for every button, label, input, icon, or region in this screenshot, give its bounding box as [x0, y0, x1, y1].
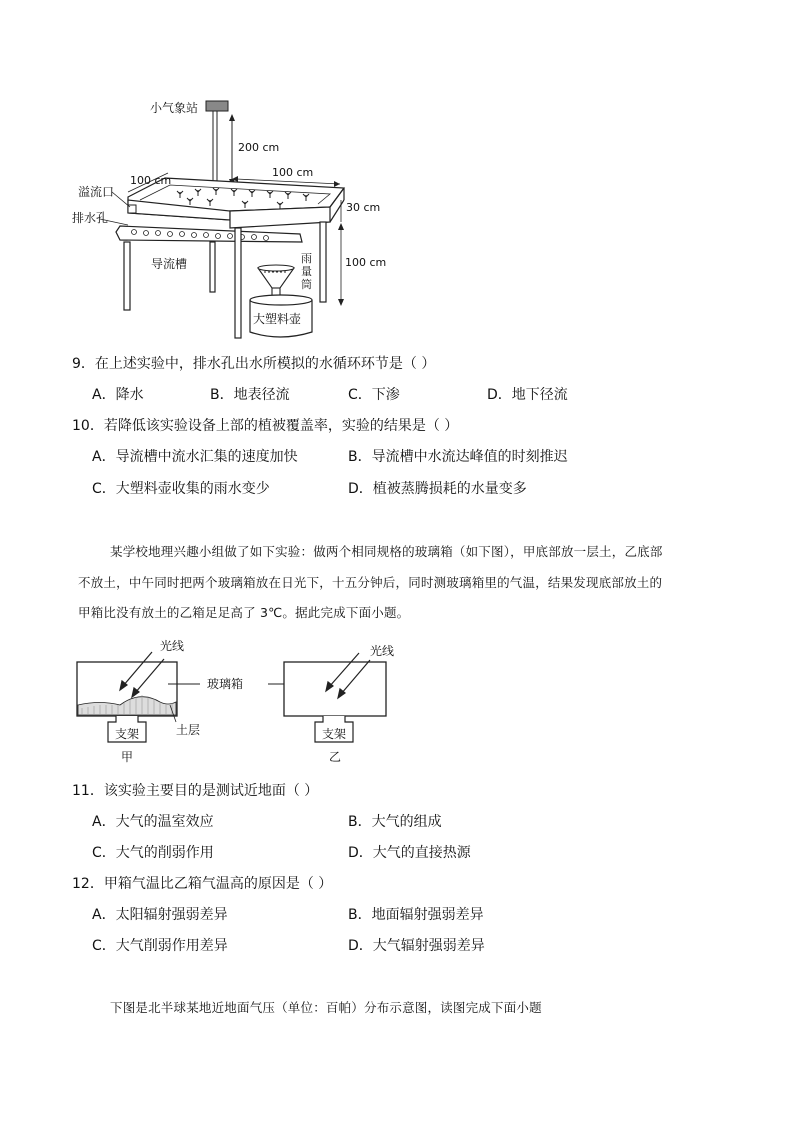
label-jia: 甲 — [121, 750, 134, 764]
figure-runoff-experiment — [70, 95, 400, 345]
q11-option-b[interactable]: B．大气的组成 — [348, 814, 442, 830]
passage2-line-3: 甲箱比没有放土的乙箱足足高了 3℃。据此完成下面小题。 — [78, 605, 410, 620]
light-label-jia: 光线 — [160, 639, 185, 653]
q9-option-a[interactable]: A．降水 — [92, 387, 144, 403]
q12-option-b[interactable]: B．地面辐射强弱差异 — [348, 907, 484, 923]
q12-option-d[interactable]: D．大气辐射强弱差异 — [348, 938, 485, 954]
figure-glass-boxes — [70, 630, 420, 770]
overflow-label: 溢流口 — [78, 185, 115, 199]
q9-stem: 9．在上述实验中，排水孔出水所模拟的水循环环节是（ ） — [72, 356, 436, 372]
box-yi — [284, 662, 386, 716]
q10-stem: 10．若降低该实验设备上部的植被覆盖率，实验的结果是（ ） — [72, 418, 459, 434]
label-yi: 乙 — [329, 750, 342, 764]
q11-stem: 11．该实验主要目的是测试近地面（ ） — [72, 783, 319, 799]
q9-option-d[interactable]: D．地下径流 — [487, 387, 568, 403]
q10-option-c[interactable]: C．大塑料壶收集的雨水变少 — [92, 481, 270, 497]
q10-option-b[interactable]: B．导流槽中水流达峰值的时刻推迟 — [348, 449, 568, 465]
q9-option-b[interactable]: B．地表径流 — [210, 387, 290, 403]
stand-label-jia: 支架 — [115, 727, 140, 741]
dim-30: 30 cm — [346, 201, 381, 214]
dim-100-height: 100 cm — [345, 256, 387, 269]
q11-option-c[interactable]: C．大气的削弱作用 — [92, 845, 214, 861]
stand-label-yi: 支架 — [322, 727, 347, 741]
weather-station-box — [206, 101, 228, 111]
q12-option-c[interactable]: C．大气削弱作用差异 — [92, 938, 228, 954]
station-label: 小气象站 — [150, 101, 199, 115]
rain-gauge — [258, 265, 294, 296]
glass-box-label: 玻璃箱 — [207, 677, 244, 691]
dim-200: 200 cm — [238, 141, 280, 154]
q10-option-d[interactable]: D．植被蒸腾损耗的水量变多 — [348, 481, 527, 497]
q10-option-a[interactable]: A．导流槽中流水汇集的速度加快 — [92, 449, 298, 465]
cylinder-char-3: 筒 — [301, 278, 312, 291]
cylinder-char-1: 雨 — [301, 252, 312, 265]
pot-label: 大塑料壶 — [253, 312, 302, 326]
q11-option-a[interactable]: A．大气的温室效应 — [92, 814, 214, 830]
q9-option-c[interactable]: C．下渗 — [348, 387, 400, 403]
box-side — [230, 207, 330, 228]
light-label-yi: 光线 — [370, 644, 395, 658]
q12-stem: 12．甲箱气温比乙箱气温高的原因是（ ） — [72, 876, 333, 892]
q12-option-a[interactable]: A．太阳辐射强弱差异 — [92, 907, 228, 923]
passage2-line-1: 某学校地理兴趣小组做了如下实验：做两个相同规格的玻璃箱（如下图），甲底部放一层土，乙底部 — [110, 544, 663, 559]
trough-label: 导流槽 — [151, 257, 188, 271]
cylinder-char-2: 量 — [301, 265, 312, 278]
dim-100-left: 100 cm — [130, 174, 172, 187]
drain-label: 排水孔 — [72, 211, 109, 225]
dim-100-right: 100 cm — [272, 166, 314, 179]
weather-station-pole — [213, 111, 217, 191]
q11-option-d[interactable]: D．大气的直接热源 — [348, 845, 471, 861]
passage3: 下图是北半球某地近地面气压（单位：百帕）分布示意图，读图完成下面小题 — [110, 1000, 542, 1015]
passage2-line-2: 不放土，中午同时把两个玻璃箱放在日光下，十五分钟后，同时测玻璃箱里的气温，结果发现底部放土的 — [78, 575, 663, 590]
soil-label: 土层 — [176, 723, 201, 737]
